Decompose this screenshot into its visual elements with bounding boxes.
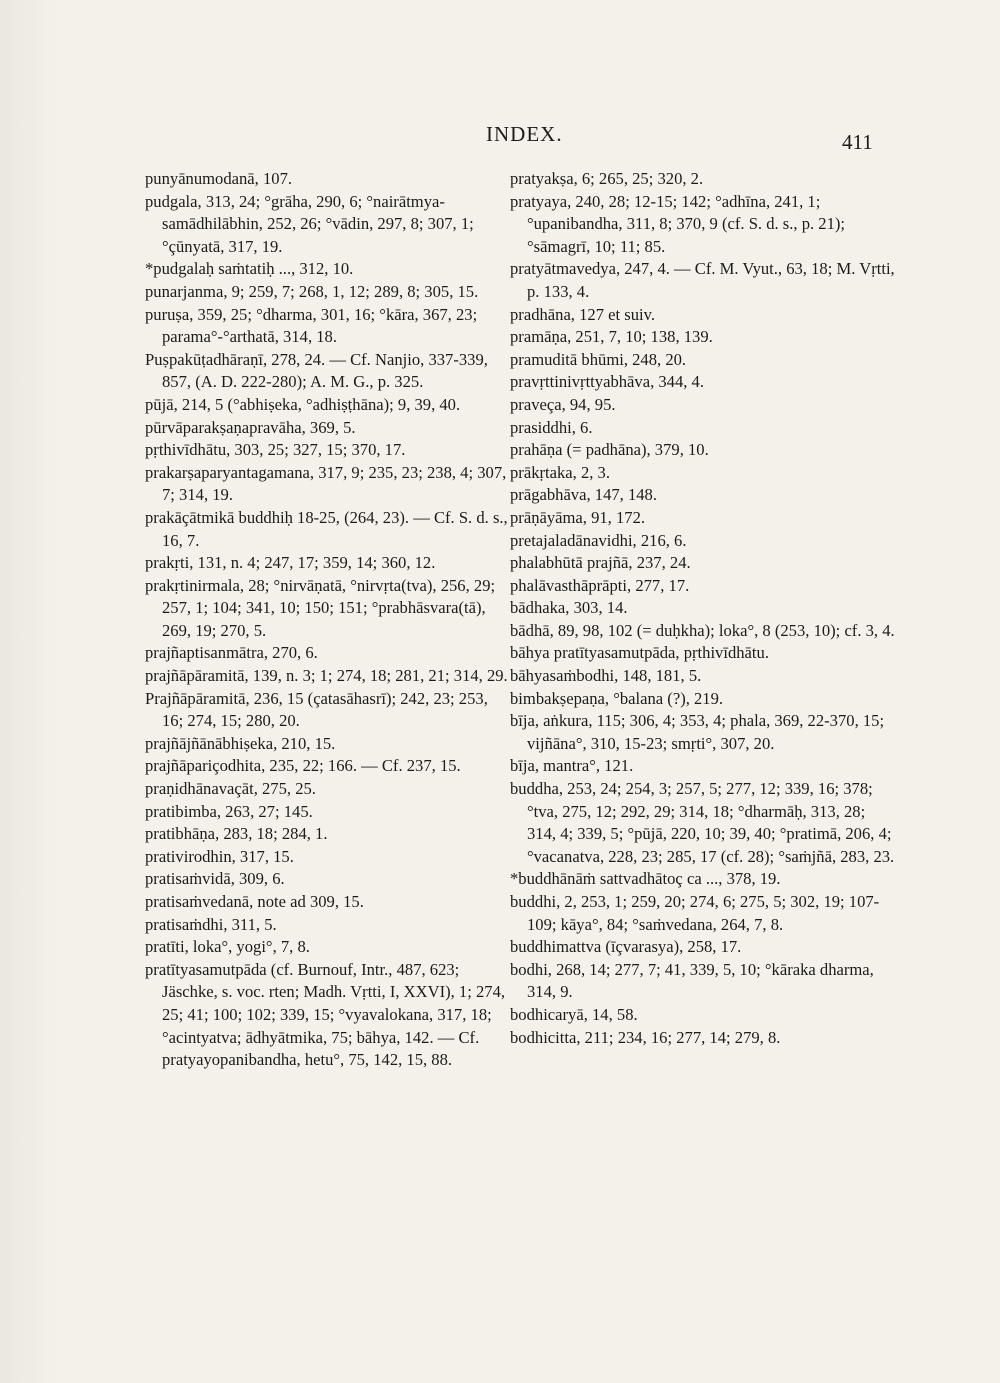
index-entry: pratisaṁvedanā, note ad 309, 15. — [145, 892, 364, 911]
index-entry: pūrvāparakṣaṇapravāha, 369, 5. — [145, 417, 356, 437]
index-entry: prahāṇa (= padhāna), 379, 10. — [510, 440, 709, 460]
index-entry: pratītyasamutpāda (cf. Burnouf, Intr., 487, 623; Jäschke, s. voc. rten; Madh. Vṛtti, I, XXVI), 1; 274, 25; 41; 100; 102; 339, 15; °vyavalokana, 317, 18; °acintyatva; ādhyātmika, 75; bāhya, 142. — Cf. pratyayopanibandha, hetu°, 75, 142, 15, 88. — [145, 959, 506, 1070]
index-entry: phalāvasthāprāpti, 277, 17. — [510, 575, 690, 595]
index-entry: prajñājñānābhiṣeka, 210, 15. — [145, 733, 336, 753]
index-entry: prajñāpariçodhita, 235, 22; 166. — Cf. 237, 15. — [145, 756, 461, 776]
index-entry: prakṛti, 131, n. 4; 247, 17; 359, 14; 360, 12. — [145, 553, 436, 573]
left-page-margin — [0, 0, 60, 1383]
index-entry: bāhya pratītyasamutpāda, pṛthivīdhātu. — [510, 643, 769, 663]
index-entry: prasiddhi, 6. — [510, 417, 593, 437]
index-entry: Puṣpakūṭadhāraṇī, 278, 24. — Cf. Nanjio, 337-339, 857, (A. D. 222-280); A. M. G., p. 325. — [145, 349, 488, 392]
index-entry: bādhā, 89, 98, 102 (= duḥkha); loka°, 8 (253, 10); cf. 3, 4. — [510, 620, 895, 640]
index-entry: pratibimba, 263, 27; 145. — [145, 801, 313, 821]
index-entry: buddhimattva (īçvarasya), 258, 17. — [510, 937, 742, 957]
index-entry: buddha, 253, 24; 254, 3; 257, 5; 277, 12; 339, 16; 378; °tva, 275, 12; 292, 29; 314, 18; °dharmāḥ, 313, 28; 314, 4; 339, 5; °pūjā, 220, 10; 39, 40; °pratimā, 206, 4; °vacanatva, 228, 23; 285, 17 (cf. 28); °saṁjñā, 283, 23. — [510, 779, 895, 866]
index-entry: pradhāna, 127 et suiv. — [510, 304, 656, 324]
index-entry: prakarṣaparyantagamana, 317, 9; 235, 23; 238, 4; 307, 7; 314, 19. — [145, 462, 507, 505]
index-entry: pramuditā bhūmi, 248, 20. — [510, 349, 687, 369]
index-entry: Prajñāpāramitā, 236, 15 (çatasāhasrī); 242, 23; 253, 16; 274, 15; 280, 20. — [145, 688, 488, 731]
index-entry: prajñāpāramitā, 139, n. 3; 1; 274, 18; 281, 21; 314, 29. — [145, 666, 508, 686]
index-entry: bādhaka, 303, 14. — [510, 598, 628, 618]
index-entry: pratīti, loka°, yogi°, 7, 8. — [145, 937, 310, 957]
index-entry: bāhyasaṁbodhi, 148, 181, 5. — [510, 666, 702, 686]
index-entry: prativirodhin, 317, 15. — [145, 846, 294, 866]
page-number: 411 — [842, 130, 873, 154]
index-entry: bodhi, 268, 14; 277, 7; 41, 339, 5, 10; °kāraka dharma, 314, 9. — [510, 959, 874, 1002]
index-entry: prakṛtinirmala, 28; °nirvāṇatā, °nirvṛta(tva), 256, 29; 257, 1; 104; 341, 10; 150; 151; °prabhāsvara(tā), 269, 19; 270, 5. — [145, 575, 496, 640]
index-entry: phalabhūtā prajñā, 237, 24. — [510, 553, 691, 573]
index-entry: pretajaladānavidhi, 216, 6. — [510, 530, 687, 550]
index-column-left — [145, 168, 513, 1072]
index-entry: puruṣa, 359, 25; °dharma, 301, 16; °kāra, 367, 23; parama°-°arthatā, 314, 18. — [145, 304, 478, 347]
index-entry: prakāçātmikā buddhiḥ 18-25, (264, 23). — Cf. S. d. s., 16, 7. — [145, 507, 508, 550]
index-entry: pramāṇa, 251, 7, 10; 138, 139. — [510, 327, 713, 347]
index-entry: pudgala, 313, 24; °grāha, 290, 6; °nairātmya-samādhilābhin, 252, 26; °vādin, 297, 8; 307, 1; °çūnyatā, 317, 19. — [145, 191, 474, 256]
index-entry: pratyakṣa, 6; 265, 25; 320, 2. — [510, 169, 704, 188]
index-entry: prākṛtaka, 2, 3. — [510, 462, 610, 482]
index-entry: bīja, aṅkura, 115; 306, 4; 353, 4; phala, 369, 22-370, 15; vijñāna°, 310, 15-23; smṛti°, 307, 20. — [510, 711, 885, 753]
index-entry: bīja, mantra°, 121. — [510, 756, 634, 776]
index-entry: praṇidhānavaçāt, 275, 25. — [145, 779, 316, 799]
index-entry: *buddhānāṁ sattvadhātoç ca ..., 378, 19. — [510, 869, 781, 889]
index-entry: bodhicaryā, 14, 58. — [510, 1004, 638, 1024]
index-entry: punarjanma, 9; 259, 7; 268, 1, 12; 289, 8; 305, 15. — [145, 281, 479, 301]
running-head: INDEX. — [486, 122, 563, 146]
index-entry: punyānumodanā, 107. — [145, 169, 293, 188]
index-entry: praveça, 94, 95. — [510, 394, 616, 414]
index-entry: bimbakṣepaṇa, °balana (?), 219. — [510, 688, 724, 708]
index-entry: pṛthivīdhātu, 303, 25; 327, 15; 370, 17. — [145, 440, 406, 460]
index-entry: pratisaṁvidā, 309, 6. — [145, 869, 285, 889]
index-entry: pratisaṁdhi, 311, 5. — [145, 914, 277, 934]
index-entry: pūjā, 214, 5 (°abhiṣeka, °adhiṣṭhāna); 9, 39, 40. — [145, 394, 461, 414]
index-entry: pratibhāṇa, 283, 18; 284, 1. — [145, 824, 328, 844]
index-entry: buddhi, 2, 253, 1; 259, 20; 274, 6; 275, 5; 302, 19; 107-109; kāya°, 84; °saṁvedana, 264, 7, 8. — [510, 892, 880, 934]
index-entry: prajñaptisanmātra, 270, 6. — [145, 643, 318, 663]
index-entry: bodhicitta, 211; 234, 16; 277, 14; 279, 8. — [510, 1027, 781, 1047]
index-entry: pravṛttinivṛttyabhāva, 344, 4. — [510, 372, 705, 392]
index-entry: prāgabhāva, 147, 148. — [510, 485, 657, 505]
index-entry: prāṇāyāma, 91, 172. — [510, 507, 646, 527]
index-entry: pratyaya, 240, 28; 12-15; 142; °adhīna, 241, 1; °upanibandha, 311, 8; 370, 9 (cf. S. d. s., p. 21); °sāmagrī, 10; 11; 85. — [510, 191, 846, 256]
index-entry: pratyātmavedya, 247, 4. — Cf. M. Vyut., 63, 18; M. Vṛtti, p. 133, 4. — [510, 259, 895, 301]
index-column-right — [510, 168, 898, 1049]
index-entry: *pudgalaḥ saṁtatiḥ ..., 312, 10. — [145, 259, 354, 279]
